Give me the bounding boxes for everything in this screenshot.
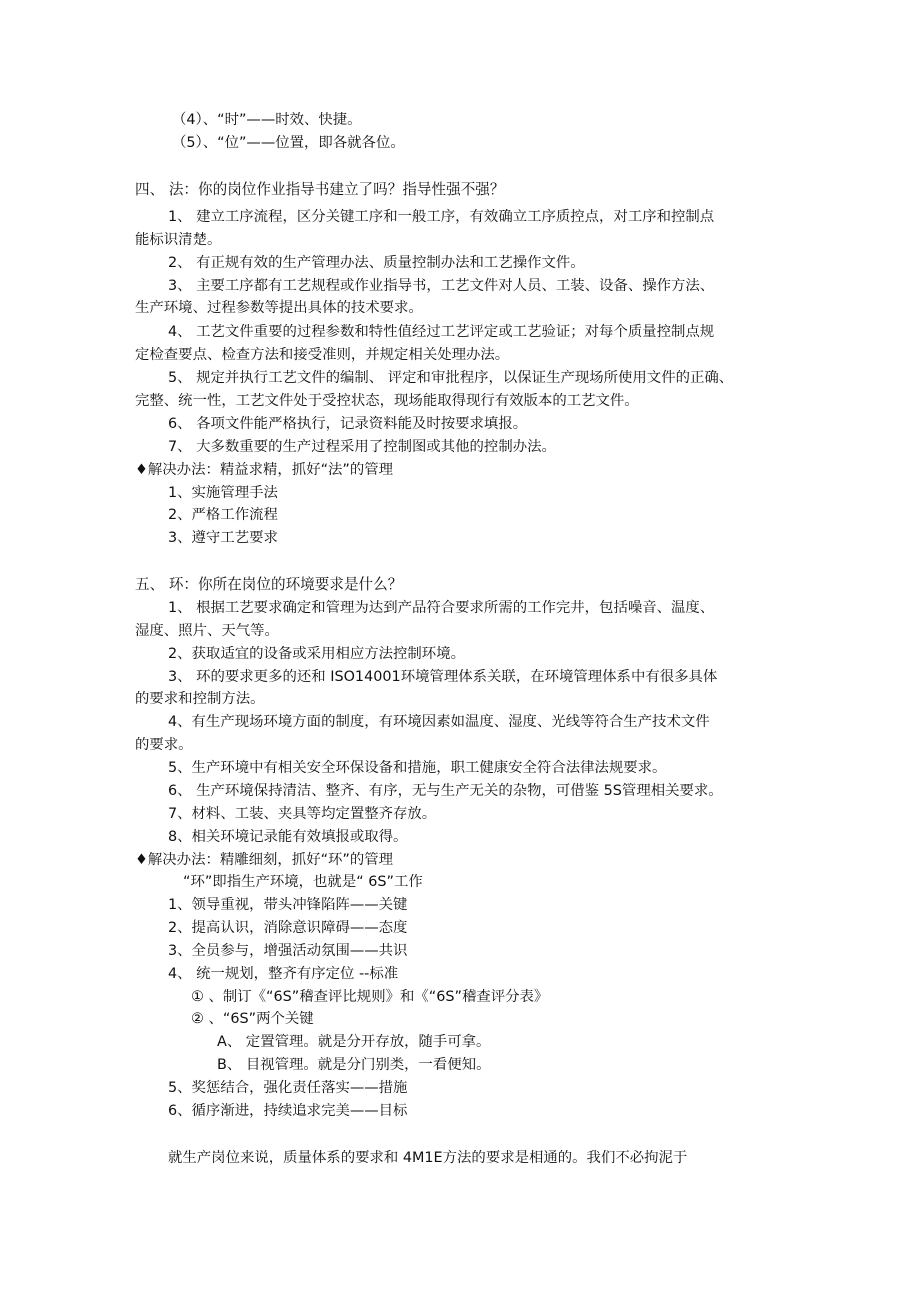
text-line: 定检查要点、检查方法和接受准则，并规定相关处理办法。	[135, 347, 510, 363]
solution-heading-fa: ♦解决办法：精益求精，抓好“法”的管理	[135, 462, 394, 478]
text-line: 1、 建立工序流程，区分关键工序和一般工序，有效确立工序质控点，对工序和控制点	[168, 209, 715, 225]
text-line: “环”即指生产环境，也就是“ 6S”工作	[183, 874, 423, 890]
list-item: 6、循序渐进，持续追求完美——目标	[168, 1103, 408, 1119]
text-line: 2、获取适宜的设备或采用相应方法控制环境。	[168, 646, 465, 662]
text-line: 完整、统一性，工艺文件处于受控状态，现场能取得现行有效版本的工艺文件。	[135, 393, 639, 409]
text-line: 6、 各项文件能严格执行，记录资料能及时按要求填报。	[168, 416, 528, 432]
text-line: 8、相关环境记录能有效填报或取得。	[168, 829, 408, 845]
list-item: 2、严格工作流程	[168, 507, 278, 523]
text-line: 生产环境、过程参数等提出具体的技术要求。	[135, 300, 423, 316]
text-line: 的要求。	[135, 737, 193, 753]
text-line: 7、 大多数重要的生产过程采用了控制图或其他的控制办法。	[168, 439, 556, 455]
text-line: 5、 规定并执行工艺文件的编制、 评定和审批程序，以保证生产现场所使用文件的正确、	[168, 370, 734, 386]
text-line: 7、材料、工装、夹具等均定置整齐存放。	[168, 806, 437, 822]
text-line: 的要求和控制方法。	[135, 691, 265, 707]
list-item: 1、实施管理手法	[168, 485, 278, 501]
text-line: 3、 主要工序都有工艺规程或作业指导书，工艺文件对人员、工装、设备、操作方法、	[168, 278, 715, 294]
text-line: （4）、“时”——时效、快捷。	[172, 112, 362, 128]
list-item: 1、领导重视，带头冲锋陷阵——关键	[168, 897, 408, 913]
text-line: 5、生产环境中有相关安全环保设备和措施，职工健康安全符合法律法规要求。	[168, 760, 667, 776]
text-line: 6、 生产环境保持清洁、整齐、有序，无与生产无关的杂物，可借鉴 5S管理相关要求。	[168, 783, 723, 799]
paragraph-line: 就生产岗位来说，质量体系的要求和 4M1E方法的要求是相通的。我们不必拘泥于	[168, 1150, 688, 1166]
text-line: （5）、“位”——位置，即各就各位。	[172, 135, 405, 151]
list-item: 5、奖惩结合，强化责任落实——措施	[168, 1080, 408, 1096]
section-heading-huan: 五、 环：你所在岗位的环境要求是什么？	[135, 576, 403, 593]
text-line: 能标识清楚。	[135, 232, 222, 248]
solution-heading-huan: ♦解决办法：精雕细刻，抓好“环”的管理	[135, 852, 394, 868]
sub-sub-list-item: B、 目视管理。就是分门别类，一看便知。	[217, 1057, 491, 1073]
text-line: 2、 有正规有效的生产管理办法、质量控制办法和工艺操作文件。	[168, 255, 585, 271]
list-item: 2、提高认识，消除意识障碍——态度	[168, 920, 408, 936]
list-item: 4、 统一规划，整齐有序定位 --标准	[168, 966, 399, 982]
text-line: 4、 工艺文件重要的过程参数和特性值经过工艺评定或工艺验证；对每个质量控制点规	[168, 324, 715, 340]
list-item: 3、遵守工艺要求	[168, 530, 278, 546]
text-line: 3、 环的要求更多的还和 ISO14001环境管理体系关联，在环境管理体系中有很多具体	[168, 669, 718, 685]
sub-list-item: ② 、“6S”两个关键	[191, 1011, 314, 1027]
text-line: 湿度、照片、天气等。	[135, 623, 279, 639]
list-item: 3、全员参与，增强活动氛围——共识	[168, 943, 408, 959]
text-line: 1、 根据工艺要求确定和管理为达到产品符合要求所需的工作完井，包括噪音、温度、	[168, 600, 715, 616]
section-heading-fa: 四、 法：你的岗位作业指导书建立了吗？指导性强不强？	[135, 181, 505, 198]
sub-sub-list-item: A、 定置管理。就是分开存放，随手可拿。	[217, 1034, 491, 1050]
text-line: 4、有生产现场环境方面的制度，有环境因素如温度、湿度、光线等符合生产技术文件	[168, 714, 710, 730]
sub-list-item: ① 、制订《“6S”稽查评比规则》和《“6S”稽查评分表》	[191, 989, 549, 1005]
